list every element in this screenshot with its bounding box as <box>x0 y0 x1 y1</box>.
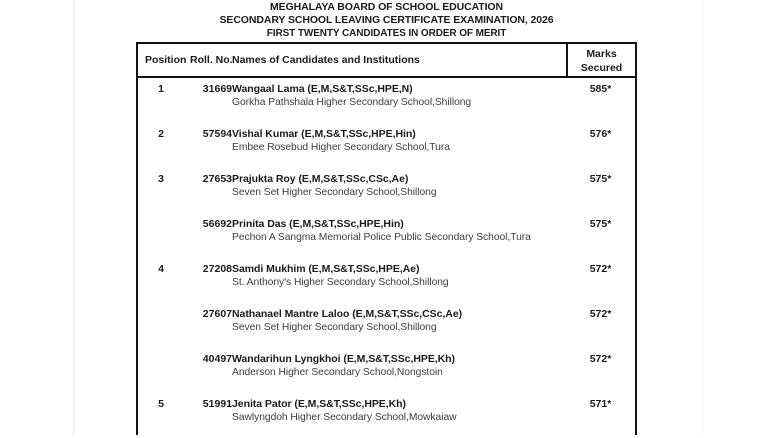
column-header-marks-line1: Marks <box>586 48 617 60</box>
table-row <box>138 168 635 213</box>
table-row <box>138 258 635 303</box>
cell-candidate-name: Wandarihun Lyngkhoi (E,M,S&T,SSc,HPE,Kh) <box>232 353 455 365</box>
cell-roll-no: 40497 <box>202 353 232 365</box>
cell-position: 4 <box>158 263 164 275</box>
table-row <box>138 393 635 438</box>
cell-roll-no: 31669 <box>202 83 232 95</box>
cell-institution: Seven Set Higher Secondary School,Shillong <box>232 187 437 198</box>
cell-roll-no: 56692 <box>202 218 232 230</box>
column-header-position: Position <box>145 54 187 66</box>
cell-marks-secured: 572* <box>589 308 612 320</box>
page-fold-seam-left <box>72 0 75 435</box>
cell-institution: St. Anthony's Higher Secondary School,Shillong <box>232 277 449 288</box>
cell-roll-no: 27653 <box>202 173 232 185</box>
cell-roll-no: 57594 <box>202 128 232 140</box>
cell-candidate-name: Prinita Das (E,M,S&T,SSc,HPE,Hin) <box>232 218 404 230</box>
column-header-names: Names of Candidates and Institutions <box>232 54 420 66</box>
cell-roll-no: 27208 <box>202 263 232 275</box>
cell-institution: Seven Set Higher Secondary School,Shillong <box>232 322 437 333</box>
cell-marks-secured: 575* <box>589 218 612 230</box>
cell-institution: Pechon A Sangma Memorial Police Public Secondary School,Tura <box>232 232 531 243</box>
cell-roll-no: 27607 <box>202 308 232 320</box>
table-body <box>138 78 635 438</box>
table-row <box>138 303 635 348</box>
column-header-marks-secured <box>566 44 635 76</box>
cell-position: 1 <box>158 83 164 95</box>
table-row <box>138 213 635 258</box>
cell-candidate-name: Jenita Pator (E,M,S&T,SSc,HPE,Kh) <box>232 398 406 410</box>
table-row <box>138 348 635 393</box>
cell-position: 5 <box>158 398 164 410</box>
cell-candidate-name: Nathanael Mantre Laloo (E,M,S&T,SSc,CSc,Ae) <box>232 308 463 320</box>
cell-marks-secured: 575* <box>589 173 612 185</box>
document-heading <box>0 1 773 40</box>
cell-marks-secured: 571* <box>589 398 612 410</box>
cell-institution: Anderson Higher Secondary School,Nongstoin <box>232 367 443 378</box>
column-header-marks-line2: Secured <box>580 62 623 74</box>
page-fold-seam-right <box>702 0 705 435</box>
cell-position: 2 <box>158 128 164 140</box>
cell-candidate-name: Samdi Mukhim (E,M,S&T,SSc,HPE,Ae) <box>232 263 420 275</box>
table-header-row <box>138 44 635 78</box>
cell-marks-secured: 585* <box>589 83 612 95</box>
cell-candidate-name: Vishal Kumar (E,M,S&T,SSc,HPE,Hin) <box>232 128 416 140</box>
cell-institution: Gorkha Pathshala Higher Secondary School,Shillong <box>232 97 472 108</box>
table-row <box>138 78 635 123</box>
column-header-roll-no: Roll. No. <box>190 54 233 66</box>
heading-merit-list: FIRST TWENTY CANDIDATES IN ORDER OF MERIT <box>266 28 507 39</box>
cell-candidate-name: Wangaal Lama (E,M,S&T,SSc,HPE,N) <box>232 83 413 95</box>
cell-institution: Embee Rosebud Higher Secondary School,Tura <box>232 142 450 153</box>
heading-board-name: MEGHALAYA BOARD OF SCHOOL EDUCATION <box>270 1 503 13</box>
heading-exam-name: SECONDARY SCHOOL LEAVING CERTIFICATE EXAMINATION, 2026 <box>219 14 554 26</box>
cell-marks-secured: 576* <box>589 128 612 140</box>
cell-institution: Sawlyngdoh Higher Secondary School,Mowkaiaw <box>232 412 457 423</box>
cell-roll-no: 51991 <box>202 398 232 410</box>
merit-list-table <box>136 42 637 435</box>
cell-marks-secured: 572* <box>589 263 612 275</box>
table-row <box>138 123 635 168</box>
cell-marks-secured: 572* <box>589 353 612 365</box>
cell-candidate-name: Prajukta Roy (E,M,S&T,SSc,CSc,Ae) <box>232 173 409 185</box>
cell-position: 3 <box>158 173 164 185</box>
